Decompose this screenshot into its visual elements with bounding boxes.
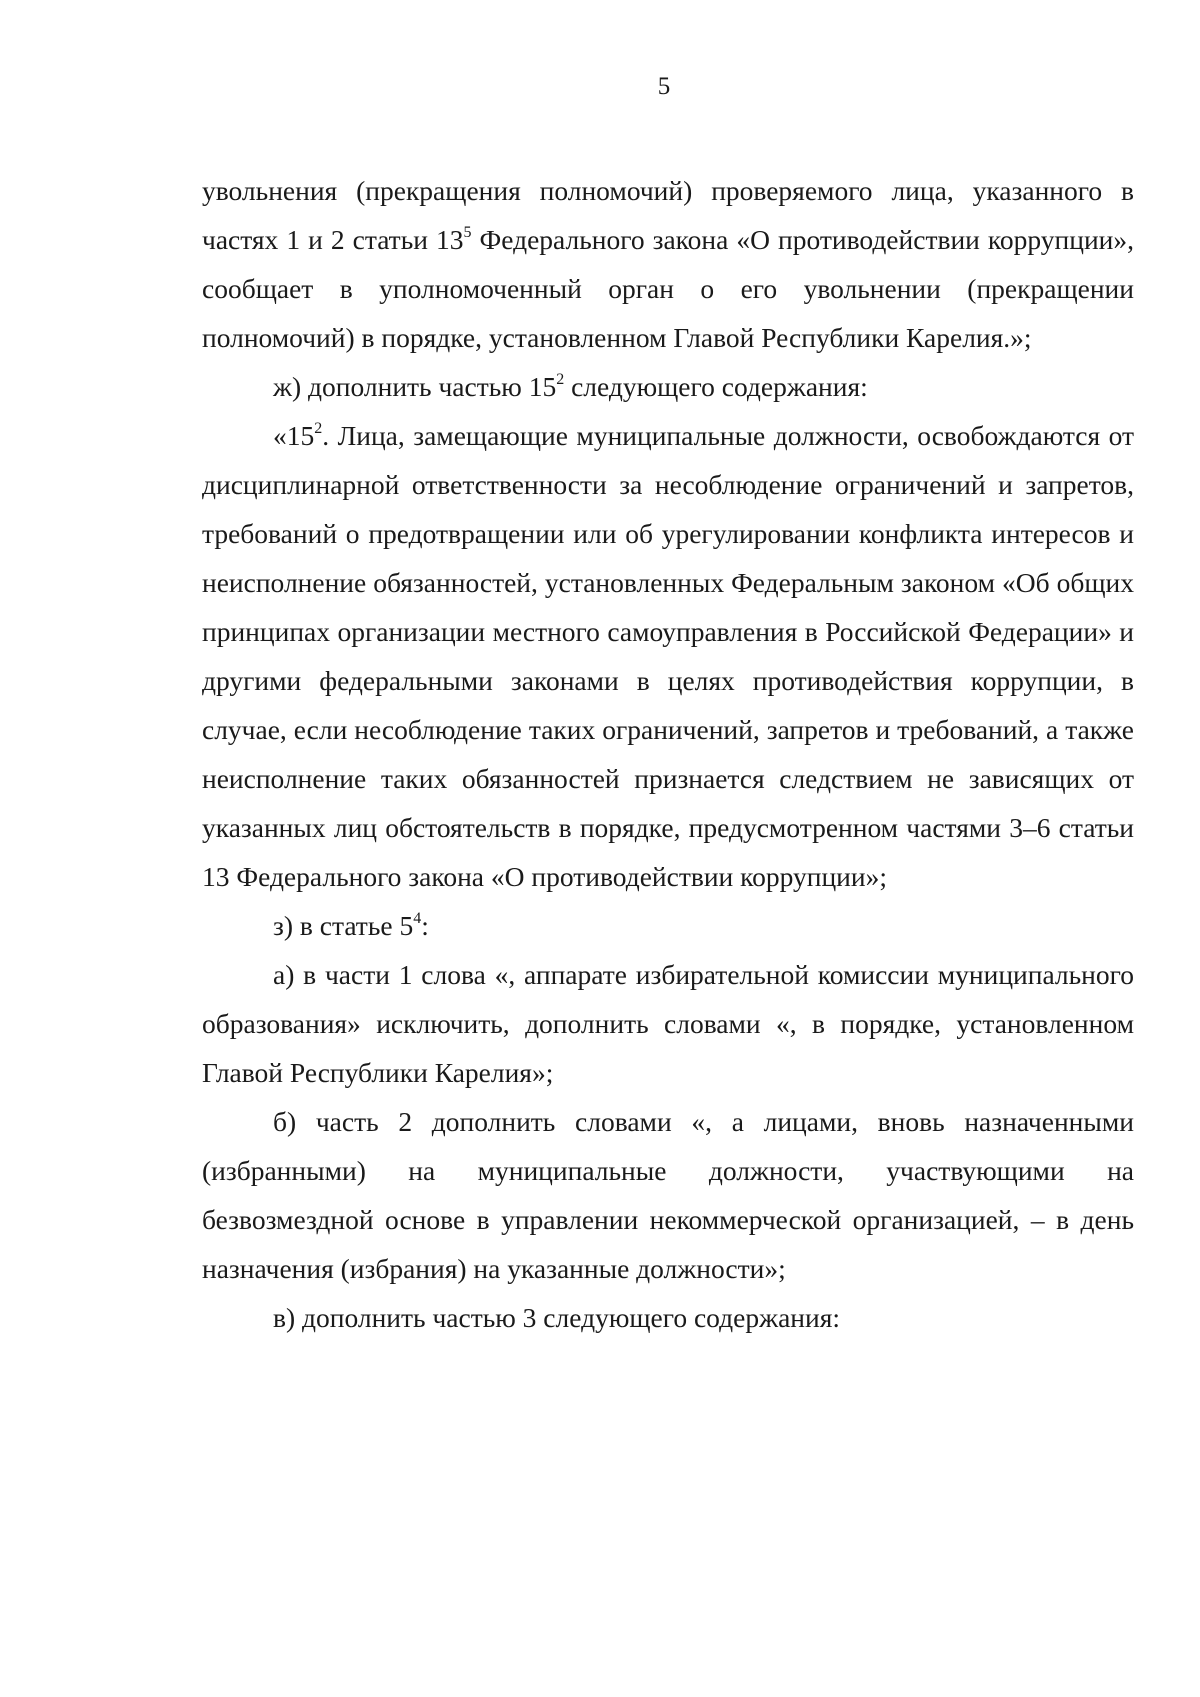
paragraph-text: : [421, 910, 429, 941]
paragraph-text: «15 [273, 420, 315, 451]
paragraph-v: в) дополнить частью 3 следующего содержания: [273, 1302, 840, 1333]
paragraph-text: . Лица, замещающие муниципальные должности, освобождаются от дисциплинарной ответственности за несоблюдение ограничений и запретов, требований о предотвращении или об урегулировании конфликта интересов и неисполнение обязанностей, установленных Федеральным законом «Об общих принципах организации местного самоуправления в Российской Федерации» и другими федеральными законами в целях противодействия коррупции, в случае, если несоблюдение таких ограничений, запретов и требований, а также неисполнение таких обязанностей признается следствием не зависящих от указанных лиц обстоятельств в порядке, предусмотренном частями 3–6 статьи 13 Федерального закона «О противодействии коррупции»; [202, 420, 1134, 892]
page-number: 5 [657, 73, 671, 100]
paragraph-text: Федерального закона «О противодействии коррупции», сообщает в уполномоченный орган о его увольнении (прекращении полномочий) в порядке, установленном Главой Республики Карелия.»; [202, 224, 1134, 353]
superscript: 2 [556, 371, 565, 388]
paragraph-zh [202, 362, 1134, 411]
superscript: 5 [463, 224, 472, 241]
document-body [202, 166, 1134, 1342]
superscript: 2 [314, 420, 323, 437]
paragraph-text: увольнения (прекращения полномочий) проверяемого лица, указанного в частях 1 и 2 статьи 13 [202, 175, 1134, 255]
paragraph-b: б) часть 2 дополнить словами «, а лицами, вновь назначенными (избранными) на муниципальные должности, участвующими на безвозмездной основе в управлении некоммерческой организацией, – в день назначения (избрания) на указанные должности»; [202, 1106, 1134, 1284]
paragraph-dismissal-notice [202, 166, 1134, 362]
paragraph-a: а) в части 1 слова «, аппарате избирательной комиссии муниципального образования» исключить, дополнить словами «, в порядке, установленном Главой Республики Карелия»; [202, 959, 1134, 1088]
paragraph-part-15-2 [202, 411, 1134, 901]
paragraph-text: з) в статье 5 [273, 910, 414, 941]
superscript: 4 [413, 910, 422, 927]
paragraph-z [202, 901, 1134, 950]
paragraph-text: ж) дополнить частью 15 [273, 371, 557, 402]
paragraph-text: следующего содержания: [564, 371, 868, 402]
